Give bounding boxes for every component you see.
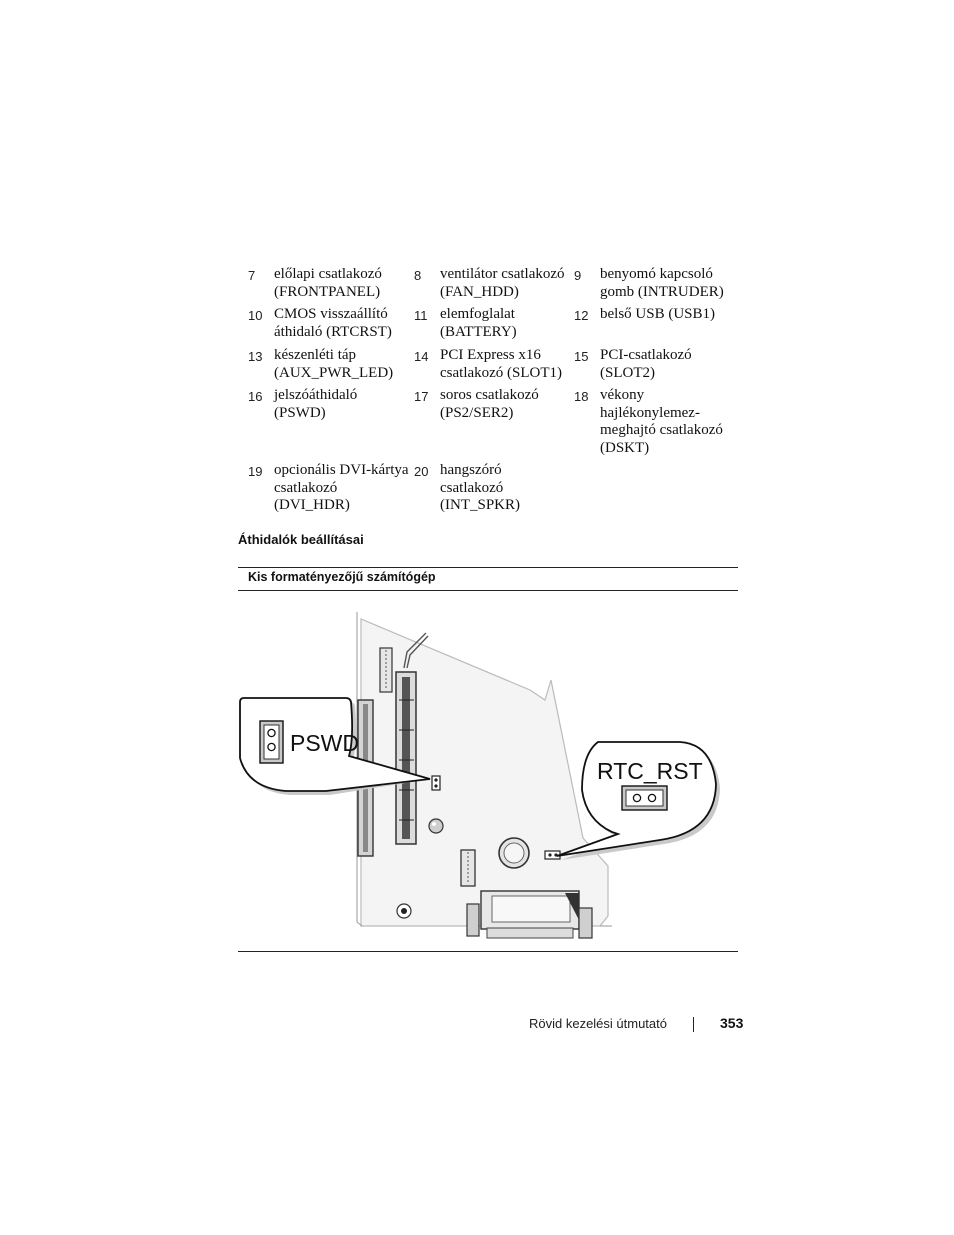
motherboard-jumper-figure xyxy=(238,600,738,950)
legend-description xyxy=(274,347,409,382)
legend-description-line: opcionális DVI-kártya xyxy=(274,462,409,478)
pswd-jumper-on-board xyxy=(432,776,440,790)
legend-description-line: soros csatlakozó xyxy=(440,387,539,403)
legend-description-line: (AUX_PWR_LED) xyxy=(274,364,394,381)
page-number: 353 xyxy=(720,1015,744,1031)
legend-number: 17 xyxy=(414,389,429,404)
legend-description-line: ventilátor csatlakozó xyxy=(440,266,565,282)
legend-description xyxy=(440,347,575,382)
legend-number: 19 xyxy=(248,464,263,479)
legend-number: 12 xyxy=(574,308,589,323)
legend-description-line: benyomó kapcsoló xyxy=(600,266,713,282)
legend-description-line: (PSWD) xyxy=(274,404,326,421)
legend-number: 8 xyxy=(414,268,422,283)
standby-led xyxy=(429,819,443,833)
legend-description xyxy=(274,306,409,341)
footer-title: Rövid kezelési útmutató xyxy=(528,1016,667,1031)
legend-description-line: jelszóáthidaló xyxy=(274,387,358,403)
mounting-hole xyxy=(397,904,411,918)
footer-separator xyxy=(693,1017,694,1032)
legend-number: 14 xyxy=(414,349,429,364)
table-header-rule xyxy=(238,590,738,591)
rear-io-connectors xyxy=(467,891,592,938)
legend-description xyxy=(600,306,735,324)
legend-number: 10 xyxy=(248,308,263,323)
legend-number: 20 xyxy=(414,464,429,479)
legend-description-line: elemfoglalat xyxy=(440,306,515,322)
section-heading: Áthidalók beállításai xyxy=(238,532,364,547)
legend-description-line: meghajtó csatlakozó xyxy=(600,422,723,438)
legend-description-line: (INT_SPKR) xyxy=(440,497,521,513)
legend-description-line: belső USB (USB1) xyxy=(600,306,716,322)
legend-number: 9 xyxy=(574,268,582,283)
legend-description-line: PCI Express x16 xyxy=(440,347,541,363)
legend-description xyxy=(440,306,575,341)
legend-description xyxy=(600,387,735,457)
legend-description-line: csatlakozó xyxy=(440,479,504,496)
legend-number: 7 xyxy=(248,268,256,283)
legend-description-line: (DSKT) xyxy=(600,439,650,456)
legend-description xyxy=(600,266,735,301)
front-panel-header xyxy=(380,648,392,692)
legend-description-line: vékony xyxy=(600,387,645,403)
legend-description-line: (DVI_HDR) xyxy=(274,497,350,513)
battery-socket xyxy=(499,838,529,868)
legend-number: 11 xyxy=(414,308,428,323)
legend-description xyxy=(440,266,575,301)
table-header: Kis formatényezőjű számítógép xyxy=(248,570,436,584)
legend-number: 18 xyxy=(574,389,589,404)
legend-description xyxy=(600,347,735,382)
rtc-rst-callout-label: RTC_RST xyxy=(597,758,703,784)
legend-description xyxy=(274,387,409,422)
legend-description-line: (FRONTPANEL) xyxy=(274,283,381,300)
legend-description xyxy=(440,462,575,515)
dvi-header xyxy=(461,850,475,886)
legend-description-line: CMOS visszaállító xyxy=(274,306,388,322)
legend-number: 16 xyxy=(248,389,263,404)
legend-description-line: csatlakozó (SLOT1) xyxy=(440,364,563,381)
legend-description-line: csatlakozó xyxy=(274,479,338,496)
legend-description-line: PCI-csatlakozó xyxy=(600,347,692,363)
legend-description xyxy=(440,387,575,422)
legend-description xyxy=(274,462,409,515)
legend-number: 15 xyxy=(574,349,589,364)
legend-description-line: (PS2/SER2) xyxy=(440,404,514,421)
legend-description-line: (SLOT2) xyxy=(600,364,655,381)
pswd-callout-label: PSWD xyxy=(290,730,359,756)
legend-description-line: hangszóró xyxy=(440,462,502,478)
table-bottom-rule xyxy=(238,951,738,952)
legend-description xyxy=(274,266,409,301)
legend-description-line: áthidaló (RTCRST) xyxy=(274,323,392,340)
legend-description-line: előlapi csatlakozó xyxy=(274,266,382,282)
legend-description-line: gomb (INTRUDER) xyxy=(600,283,724,300)
legend-description-line: hajlékonylemez- xyxy=(600,404,700,421)
legend-number: 13 xyxy=(248,349,263,364)
legend-description-line: (FAN_HDD) xyxy=(440,283,519,300)
legend-description-line: készenléti táp xyxy=(274,347,357,363)
legend-description-line: (BATTERY) xyxy=(440,323,517,340)
table-top-rule xyxy=(238,567,738,568)
